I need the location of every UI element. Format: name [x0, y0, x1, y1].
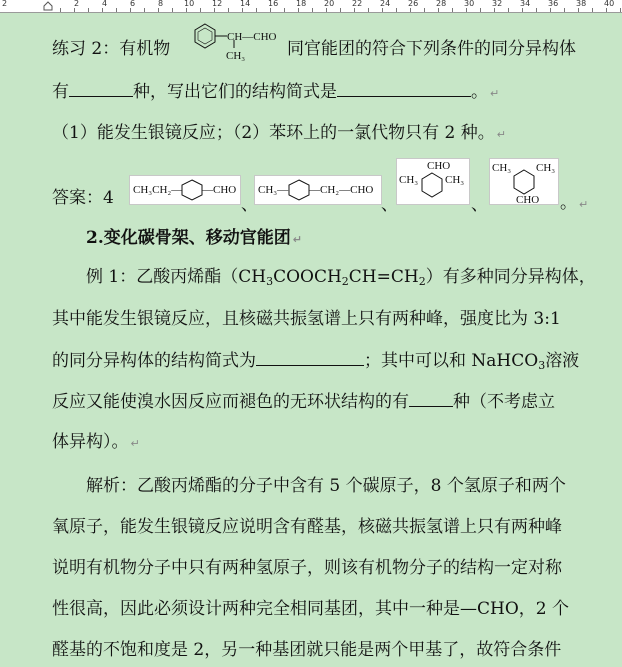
answer-end [560, 192, 588, 216]
ruler-label: 10 [184, 0, 195, 8]
paragraph-mark: ↵ [130, 437, 140, 450]
example-line [52, 390, 555, 413]
ruler-label: 34 [520, 0, 531, 8]
separator-text: 、 [381, 195, 398, 215]
example-text: 其中能发生银镜反应，且核磁共振氢谱上只有两种峰，强度比为 3:1 [52, 309, 561, 329]
analysis-text: 说明有机物分子中只有两种氢原子，则该有机物分子的结构一定对称 [52, 558, 562, 578]
ruler-label: 16 [268, 0, 279, 8]
question-text: 有 [52, 82, 69, 102]
document-page [0, 12, 622, 667]
condition-line [52, 122, 506, 146]
paragraph-mark: ↵ [496, 128, 506, 141]
example-line [52, 308, 561, 330]
ruler-label: 38 [576, 0, 587, 8]
analysis-text: 性很高，因此必须设计两种完全相同基团，其中一种是—CHO，2 个 [52, 599, 569, 619]
example-line [52, 349, 579, 377]
subscript: 2 [418, 275, 426, 288]
structure-label: CHO [427, 160, 451, 172]
question-text: 种，写出它们的结构简式是 [133, 82, 337, 102]
analysis-line [52, 516, 562, 538]
ruler-label: 2 [74, 0, 80, 8]
answer-blank[interactable] [409, 390, 453, 407]
ruler-label: 40 [604, 0, 615, 8]
answer-blank[interactable] [69, 80, 133, 97]
ruler-label: 14 [240, 0, 251, 8]
analysis-line [52, 598, 569, 620]
analysis-line [86, 475, 566, 497]
ruler-label: 18 [296, 0, 307, 8]
chem-structure-image [129, 175, 241, 205]
ruler-label: 6 [130, 0, 136, 8]
structure-label: CH₃ [492, 162, 512, 174]
example-text: 的同分异构体的结构简式为 [52, 351, 256, 371]
structure-label: CH₃ [226, 50, 246, 62]
section-heading [86, 227, 302, 251]
example-text: COOCH [273, 267, 342, 287]
question-line [52, 80, 499, 105]
structure-label: CH₃CH₂— [133, 184, 183, 196]
answer-label [52, 187, 114, 209]
example-text: 体异构）。 [52, 432, 129, 452]
ruler-label: 28 [436, 0, 447, 8]
analysis-text: 解析：乙酸丙烯酯的分子中含有 5 个碳原子，8 个氢原子和两个 [86, 476, 566, 496]
analysis-line [52, 639, 561, 661]
answer-blank[interactable] [337, 80, 471, 97]
chem-structure-image [489, 158, 559, 205]
example-text: ）有多种同分异构体， [425, 267, 596, 287]
example-text: CH=CH [348, 267, 419, 287]
answer-text: 。 [560, 193, 577, 213]
chem-structure-image [183, 14, 285, 64]
ruler-label: 20 [324, 0, 335, 8]
example-text: 种（不考虑立 [453, 392, 555, 412]
indent-marker-icon[interactable] [43, 1, 53, 11]
exercise-label: 练习 2：有机物 [52, 39, 171, 59]
example-line [52, 431, 140, 455]
exercise-line-cont [287, 38, 576, 60]
subscript: 2 [341, 275, 349, 288]
structure-label: CHO [516, 194, 540, 205]
example-line [86, 266, 596, 293]
heading-text: 2.变化碳骨架、移动官能团 [86, 228, 291, 248]
ruler-label: 8 [158, 0, 164, 8]
structure-label: CH₃ [445, 174, 465, 186]
question-text: 。 [471, 82, 488, 102]
analysis-line [52, 557, 562, 579]
exercise-text: 同官能团的符合下列条件的同分异构体 [287, 39, 576, 59]
separator [471, 194, 488, 216]
chem-structure-image [396, 158, 470, 205]
analysis-text: 氧原子，能发生银镜反应说明含有醛基，核磁共振氢谱上只有两种峰 [52, 517, 562, 537]
exercise-line [52, 38, 170, 60]
paragraph-mark: ↵ [490, 87, 500, 100]
separator-text: 、 [471, 195, 488, 215]
paragraph-mark: ↵ [579, 198, 589, 211]
paragraph-mark: ↵ [292, 233, 302, 246]
ruler-label: 4 [102, 0, 108, 8]
answer-text: 答案：4 [52, 188, 114, 208]
example-text: 例 1：乙酸丙烯酯（CH [86, 267, 267, 287]
ruler-label: 2 [2, 0, 8, 8]
example-text: ；其中可以和 NaHCO [364, 351, 539, 371]
separator-text: 、 [241, 195, 258, 215]
structure-label: CH₃— [258, 184, 289, 196]
structure-label: CH₃ [399, 174, 419, 186]
structure-label: CH₃ [536, 162, 556, 174]
example-text: 溶液 [545, 351, 580, 371]
structure-label: —CH₂—CHO [309, 184, 374, 196]
analysis-text: 醛基的不饱和度是 2，另一种基团就只能是两个甲基了，故符合条件 [52, 640, 562, 660]
ruler-label: 30 [464, 0, 475, 8]
answer-blank[interactable] [256, 349, 364, 366]
subscript: 3 [266, 275, 274, 288]
subscript: 3 [538, 359, 546, 372]
ruler-label: 12 [212, 0, 223, 8]
ruler-label: 22 [352, 0, 363, 8]
ruler-label: 36 [548, 0, 559, 8]
condition-text: （1）能发生银镜反应；（2）苯环上的一氯代物只有 2 种。 [52, 123, 495, 143]
ruler-label: 24 [380, 0, 391, 8]
structure-label: CH—CHO [227, 31, 277, 43]
chem-structure-image [254, 175, 382, 205]
structure-label: —CHO [202, 184, 237, 196]
ruler-label: 32 [492, 0, 503, 8]
example-text: 反应又能使溴水因反应而褪色的无环状结构的有 [52, 392, 409, 412]
ruler-label: 26 [408, 0, 419, 8]
